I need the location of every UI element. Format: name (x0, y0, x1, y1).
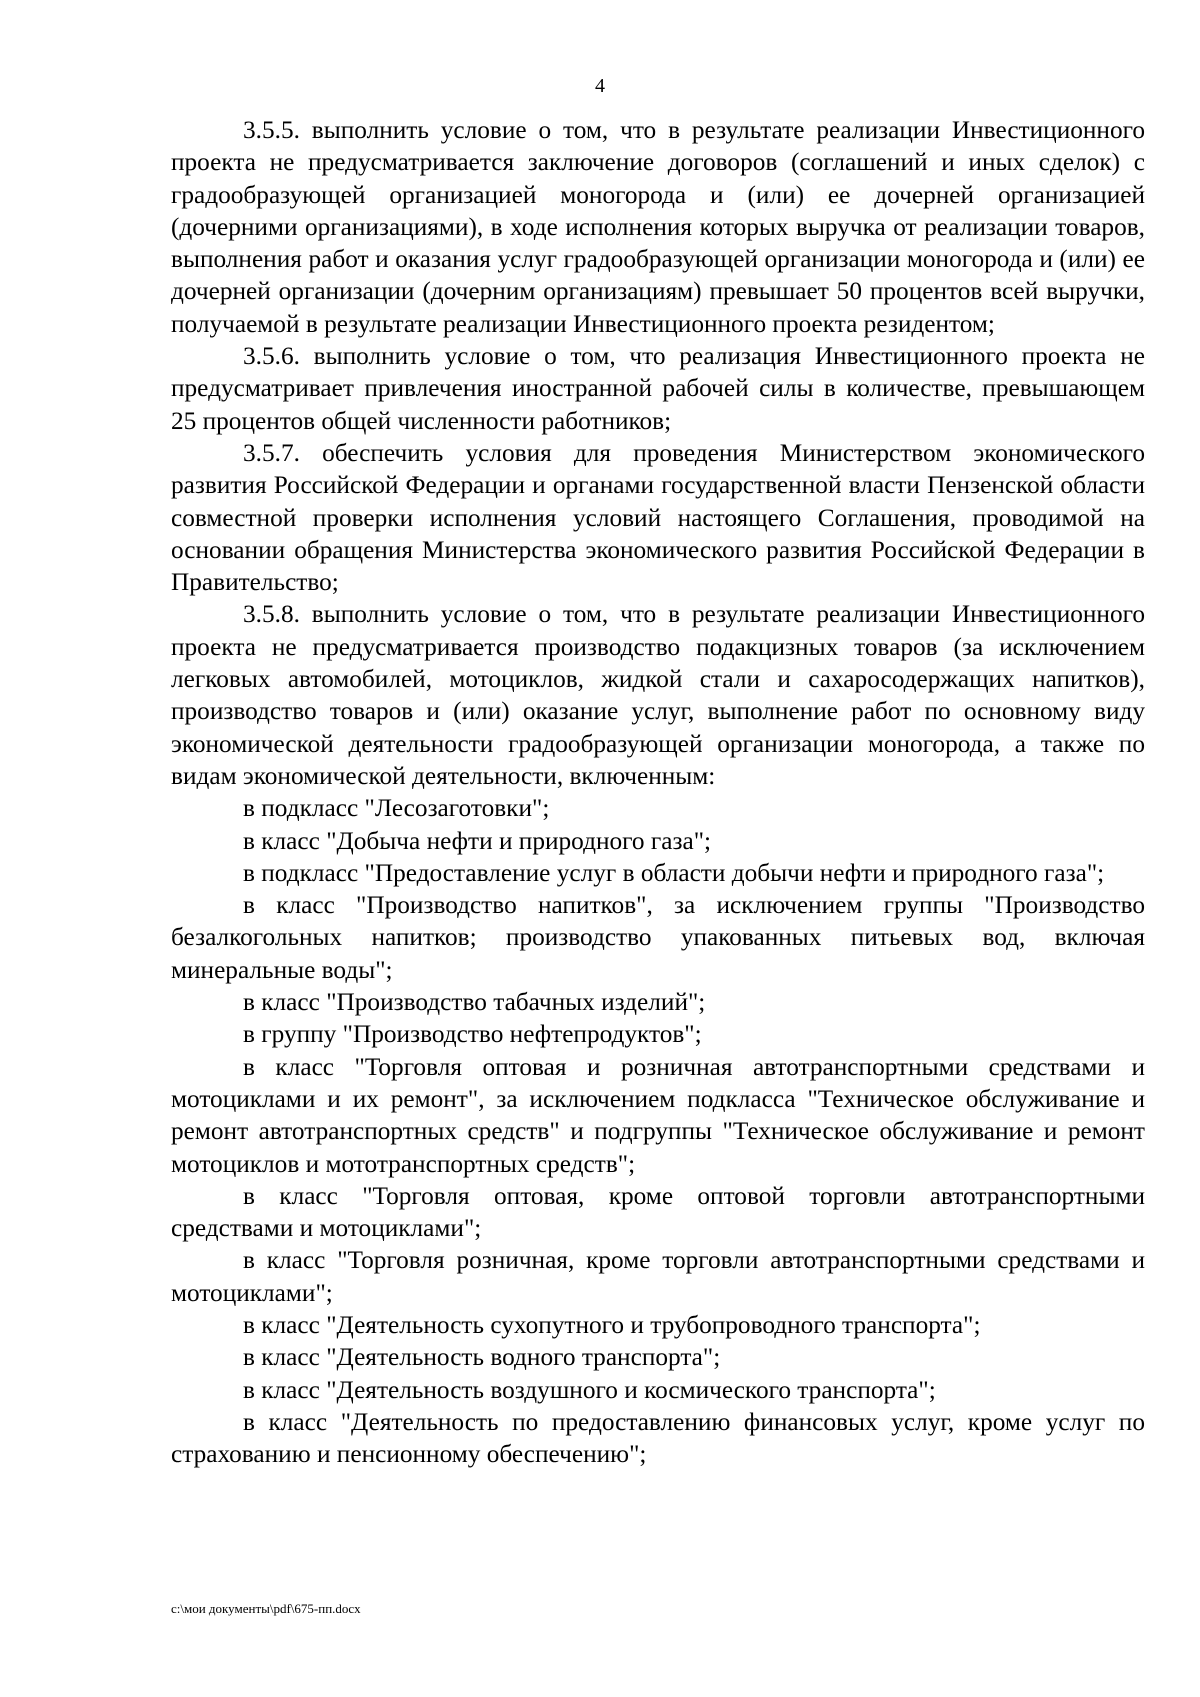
list-item: в класс "Деятельность воздушного и космического транспорта"; (243, 1375, 936, 1404)
list-item: в класс "Производство табачных изделий"; (243, 988, 706, 1017)
list-item: в группу "Производство нефтепродуктов"; (243, 1020, 702, 1049)
list-item: в класс "Деятельность сухопутного и трубопроводного транспорта"; (243, 1310, 981, 1339)
paragraph-3-5-7: 3.5.7. обеспечить условия для проведения Министерством экономического развития Российской Федерации и органами государственной власти Пензенской области совместной проверки исполнения условий настоящего Соглашения, проводимой на основании обращения Министерства экономического развития Российской Федерации в Правительство; (171, 438, 1145, 597)
list-item: в класс "Деятельность водного транспорта"; (243, 1343, 721, 1372)
footer-file-path: c:\мои документы\pdf\675-пп.docx (171, 1601, 361, 1616)
list-item: в подкласс "Лесозаготовки"; (243, 794, 550, 823)
list-item: в подкласс "Предоставление услуг в области добычи нефти и природного газа"; (243, 858, 1105, 887)
list-item: в класс "Торговля оптовая и розничная автотранспортными средствами и мотоциклами и их ремонт", за исключением подкласса "Техническое обслуживание и ремонт автотранспортных средств" и подгруппы "Техническое обслуживание и ремонт мотоциклов и мототранспортных средств"; (171, 1052, 1145, 1178)
list-item: в класс "Торговля оптовая, кроме оптовой торговли автотранспортными средствами и мотоциклами"; (171, 1181, 1145, 1243)
paragraph-3-5-5: 3.5.5. выполнить условие о том, что в результате реализации Инвестиционного проекта не предусматривается заключение договоров (соглашений и иных сделок) с градообразующей организацией моногорода и (или) ее дочерней организацией (дочерними организациями), в ходе исполнения которых выручка от реализации товаров, выполнения работ и оказания услуг градообразующей организации моногорода и (или) ее дочерней организации (дочерним организациям) превышает 50 процентов всей выручки, получаемой в результате реализации Инвестиционного проекта резидентом; (171, 116, 1145, 338)
list-item: в класс "Деятельность по предоставлению финансовых услуг, кроме услуг по страхованию и пенсионному обеспечению"; (171, 1407, 1145, 1469)
list-item: в класс "Добыча нефти и природного газа"; (243, 826, 712, 855)
page-number: 4 (595, 75, 605, 97)
document-body (171, 114, 1145, 1470)
list-item: в класс "Торговля розничная, кроме торговли автотранспортными средствами и мотоциклами"; (171, 1246, 1145, 1307)
list-item: в класс "Производство напитков", за исключением группы "Производство безалкогольных напитков; производство упакованных питьевых вод, включая минеральные воды"; (171, 891, 1145, 984)
paragraph-3-5-8: 3.5.8. выполнить условие о том, что в результате реализации Инвестиционного проекта не предусматривается производство подакцизных товаров (за исключением легковых автомобилей, мотоциклов, жидкой стали и сахаросодержащих напитков), производство товаров и (или) оказание услуг, выполнение работ по основному виду экономической деятельности градообразующей организации моногорода, а также по видам экономической деятельности, включенным: (171, 600, 1145, 790)
paragraph-3-5-6: 3.5.6. выполнить условие о том, что реализация Инвестиционного проекта не предусматривает привлечения иностранной рабочей силы в количестве, превышающем 25 процентов общей численности работников; (171, 342, 1145, 435)
